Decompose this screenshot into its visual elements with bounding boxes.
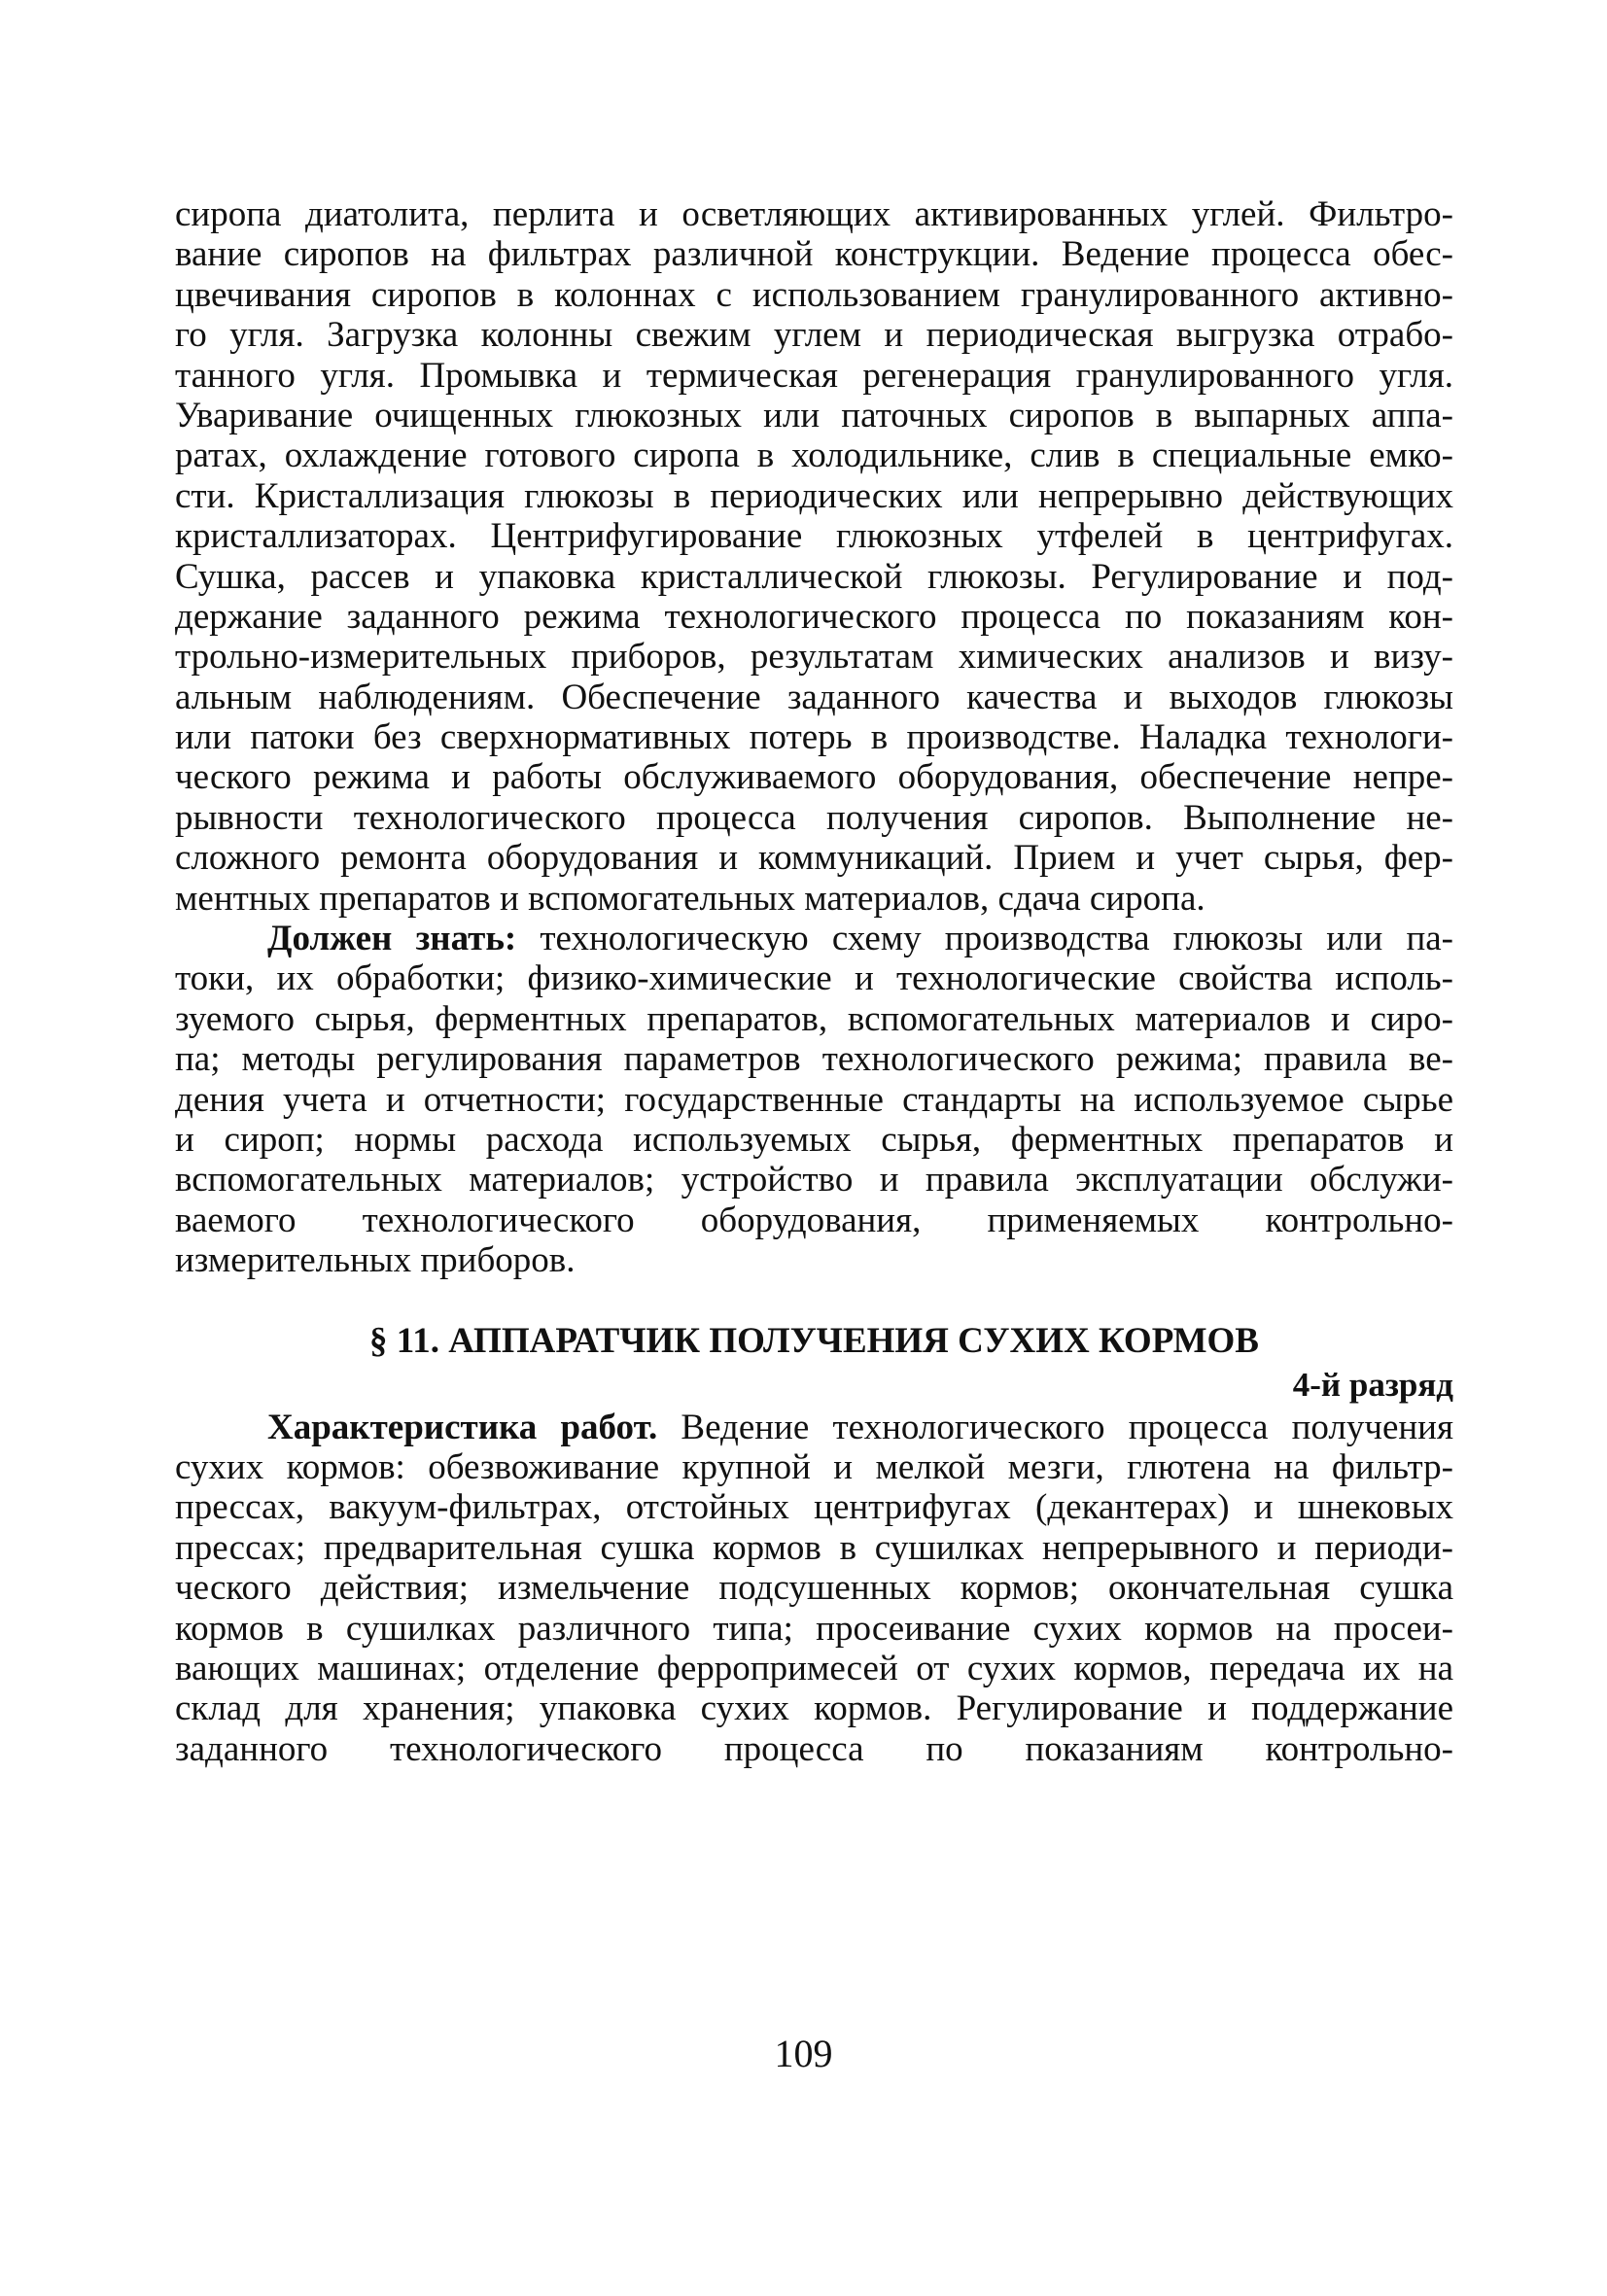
text-line: зуемого сырья, ферментных препаратов, вспомогательных материалов и сиро- — [175, 998, 1453, 1039]
text-line: прессах, вакуум-фильтрах, отстойных центрифугах (декантерах) и шнековых — [175, 1487, 1453, 1528]
text-line: измерительных приборов. — [175, 1240, 576, 1281]
text-line: сиропа диатолита, перлита и осветляющих активированных углей. Фильтро- — [175, 194, 1453, 234]
text-line: ческого режима и работы обслуживаемого оборудования, обеспечение непре- — [175, 757, 1453, 798]
text-line: токи, их обработки; физико-химические и технологические свойства исполь- — [175, 958, 1453, 999]
text-line: вание сиропов на фильтрах различной конструкции. Ведение процесса обес- — [175, 234, 1453, 275]
text-line: ваемого технологического оборудования, применяемых контрольно- — [175, 1200, 1453, 1240]
text-fragment: Ведение технологического процесса получения — [657, 1407, 1454, 1447]
document-page — [175, 194, 1453, 1769]
text-line: или патоки без сверхнормативных потерь в производстве. Наладка технологи- — [175, 717, 1453, 758]
section-heading: § 11. АППАРАТЧИК ПОЛУЧЕНИЯ СУХИХ КОРМОВ — [369, 1320, 1259, 1361]
paragraph-must-know — [175, 919, 1453, 1281]
text-line — [175, 1408, 1453, 1447]
text-line: заданного технологического процесса по показаниям контрольно- — [175, 1728, 1453, 1769]
must-know-label: Должен знать: — [267, 919, 517, 959]
text-line: трольно-измерительных приборов, результатам химических анализов и визу- — [175, 637, 1453, 678]
text-line: ратах, охлаждение готового сиропа в холодильнике, слив в специальные емко- — [175, 435, 1453, 476]
text-line: и сироп; нормы расхода используемых сырья, ферментных препаратов и — [175, 1119, 1453, 1160]
text-line: ческого действия; измельчение подсушенных кормов; окончательная сушка — [175, 1568, 1453, 1609]
text-line: сухих кормов: обезвоживание крупной и мелкой мезги, глютена на фильтр- — [175, 1446, 1453, 1487]
text-line: кристаллизаторах. Центрифугирование глюкозных утфелей в центрифугах. — [175, 516, 1453, 557]
text-line: па; методы регулирования параметров технологического режима; правила ве- — [175, 1039, 1453, 1080]
text-line: держание заданного режима технологического процесса по показаниям кон- — [175, 596, 1453, 637]
paragraph-continuation — [175, 194, 1453, 919]
paragraph-work-characteristics — [175, 1408, 1453, 1770]
text-line: альным наблюдениям. Обеспечение заданного качества и выходов глюкозы — [175, 677, 1453, 717]
text-line: Сушка, рассев и упаковка кристаллической глюкозы. Регулирование и под- — [175, 556, 1453, 597]
text-line: танного угля. Промывка и термическая регенерация гранулированного угля. — [175, 355, 1453, 396]
text-fragment: технологическую схему производства глюкозы или па- — [516, 919, 1453, 959]
text-line: склад для хранения; упаковка сухих кормов. Регулирование и поддержание — [175, 1688, 1453, 1729]
text-line: ментных препаратов и вспомогательных материалов, сдача сиропа. — [175, 878, 1205, 919]
text-line: прессах; предварительная сушка кормов в сушилках непрерывного и периоди- — [175, 1527, 1453, 1568]
text-line: го угля. Загрузка колонны свежим углем и периодическая выгрузка отрабо- — [175, 315, 1453, 356]
work-characteristics-label: Характеристика работ. — [267, 1407, 658, 1447]
grade-label: 4-й разряд — [1292, 1365, 1453, 1404]
text-line — [175, 919, 1453, 958]
text-line: кормов в сушилках различного типа; просеивание сухих кормов на просеи- — [175, 1608, 1453, 1649]
text-line: сти. Кристаллизация глюкозы в периодических или непрерывно действующих — [175, 475, 1453, 516]
text-line: рывности технологического процесса получения сиропов. Выполнение не- — [175, 797, 1453, 838]
text-line: дения учета и отчетности; государственные стандарты на используемое сырье — [175, 1079, 1453, 1120]
text-line: сложного ремонта оборудования и коммуникаций. Прием и учет сырья, фер- — [175, 838, 1453, 879]
text-line: Уваривание очищенных глюкозных или паточных сиропов в выпарных аппа- — [175, 395, 1453, 435]
text-line: цвечивания сиропов в колоннах с использованием гранулированного активно- — [175, 274, 1453, 315]
text-line: вспомогательных материалов; устройство и правила эксплуатации обслужи- — [175, 1160, 1453, 1200]
text-line: вающих машинах; отделение ферропримесей от сухих кормов, передача их на — [175, 1648, 1453, 1688]
page-number: 109 — [774, 2032, 833, 2075]
